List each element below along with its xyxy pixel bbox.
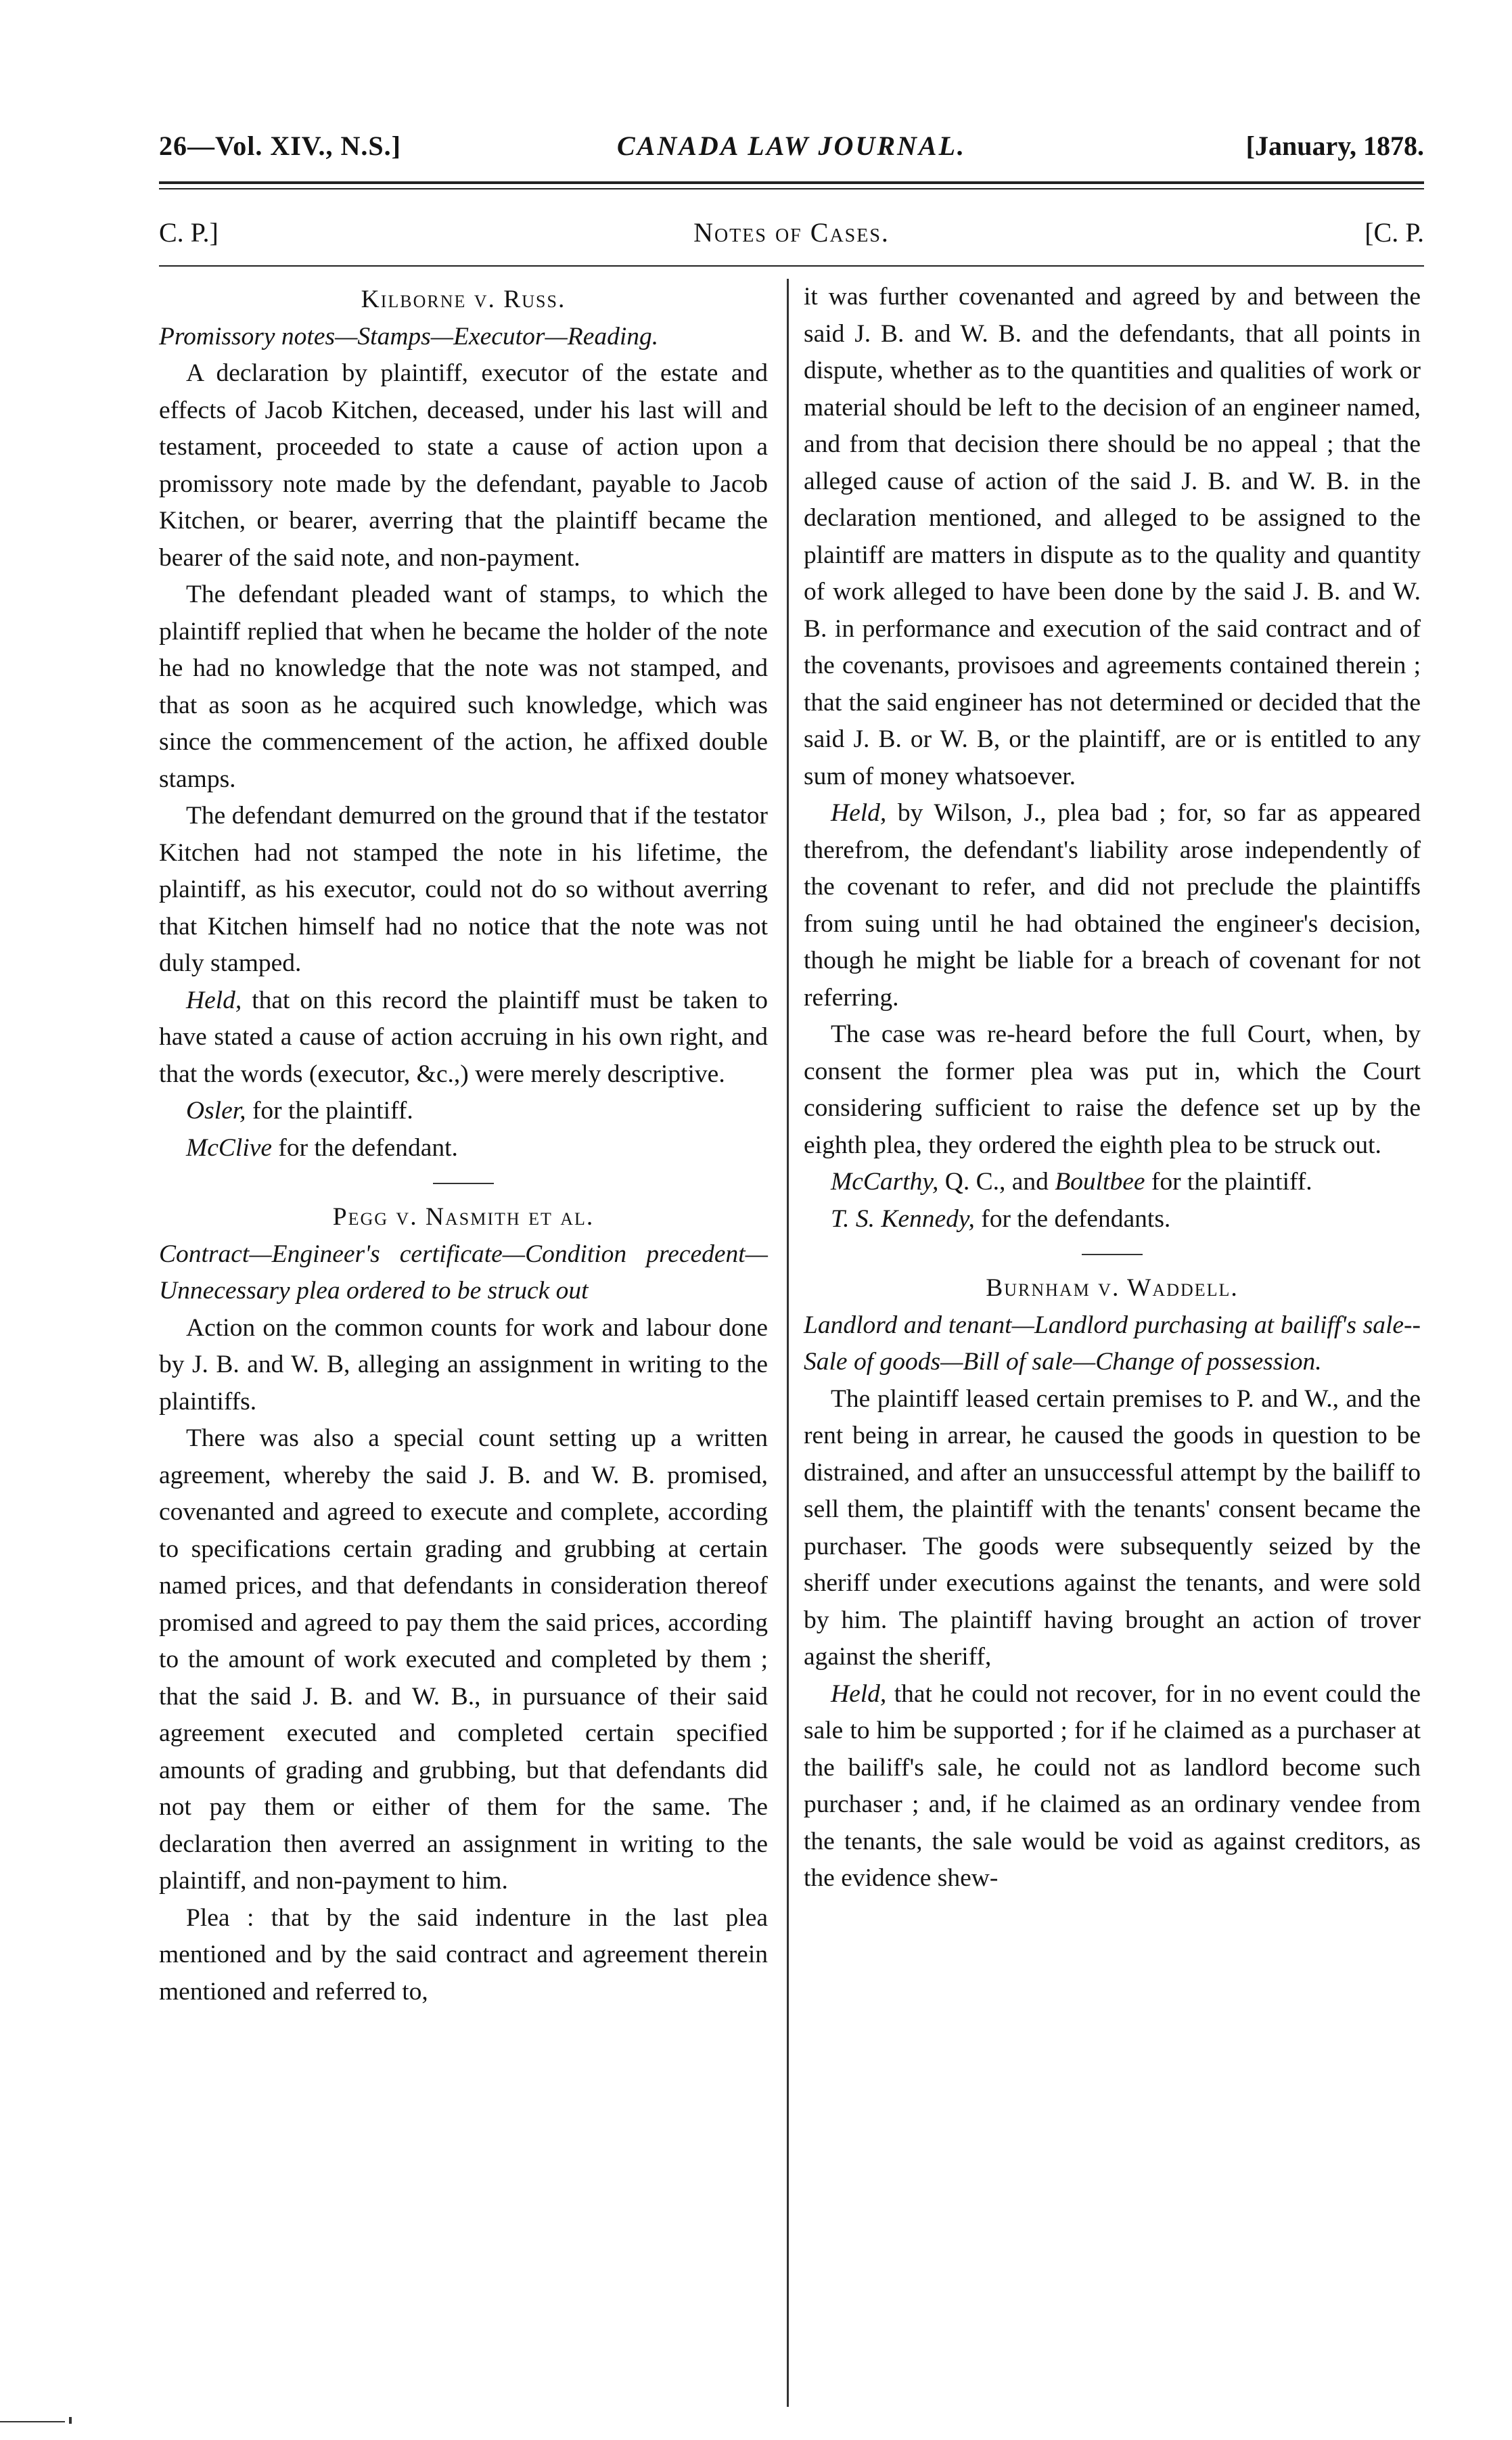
counsel-role: for the defendant.: [272, 1133, 458, 1162]
held-paragraph: [804, 1676, 1421, 1897]
counsel-line: [804, 1201, 1421, 1238]
header-journal-title: CANADA LAW JOURNAL.: [616, 131, 967, 161]
counsel-role: for the defendants.: [974, 1204, 1171, 1233]
paragraph: The defendant demurred on the ground that if the testator Kitchen had not stamped the note in his lifetime, the plaintiff, as his executor, could not do so without averring that Kitchen himself had no notice that the note was not duly stamped.: [159, 802, 768, 977]
counsel-name: McCarthy,: [831, 1168, 939, 1196]
footer-mark: [69, 2417, 72, 2424]
left-column: [159, 279, 768, 2010]
running-header: [159, 130, 1424, 168]
case-title-burnham: Burnham v. Waddell.: [986, 1274, 1239, 1302]
headnote-pegg: Contract—Engineer's certificate—Condition precedent— Unnecessary plea ordered to be struck out: [159, 1240, 768, 1305]
case-title-pegg: Pegg v. Nasmith et al.: [332, 1203, 595, 1231]
header-rule-thin: [159, 188, 1424, 189]
paragraph: There was also a special count setting up a written agreement, whereby the said J. B. and W. B. promised, covenanted and agreed to execute and complete, according to specifications certain grading and grubbing at certain named prices, and that defendants in consideration thereof promised and agreed to pay them the said prices, according to the amount of work executed and completed by them ; that the said J. B. and W. B., in pursuance of their said agreement executed and completed certain specified amounts of grading and grubbing, but that defendants did not pay them or either of them for the same. The declaration then averred an assignment in writing to the plaintiff, and non-payment to him.: [159, 1424, 768, 1895]
header-rule-thick: [159, 181, 1424, 184]
paragraph: Plea : that by the said indenture in the last plea mentioned and by the said contract and agreement therein mentioned and referred to,: [159, 1903, 768, 2006]
paragraph: A declaration by plaintiff, executor of the estate and effects of Jacob Kitchen, deceased, under his last will and testament, proceeded to state a cause of action upon a promissory note made by the defendant, payable to Jacob Kitchen, or bearer, averring that the plaintiff became the bearer of the said note, and non-payment.: [159, 359, 768, 572]
held-label: Held,: [186, 986, 242, 1014]
court-right: [C. P.: [1365, 217, 1424, 248]
counsel-name: Boultbee: [1055, 1168, 1145, 1196]
held-label: Held,: [831, 1679, 887, 1708]
held-paragraph: [804, 795, 1421, 1016]
court-left: C. P.]: [159, 217, 219, 248]
counsel-line: [159, 1130, 768, 1167]
paragraph: The case was re-heard before the full Court, when, by consent the former plea was put in, which the Court considering sufficient to raise the defence set up by the eighth plea, they ordered the eighth plea to be struck out.: [804, 1020, 1421, 1159]
column-divider: [787, 279, 789, 2407]
held-text: that he could not recover, for in no event could the sale to him be supported ; for if he claimed as a purchaser at the bailiff's sale, he could not as landlord become such purchaser ; and, if he claimed as an ordinary vendee from the tenants, the sale would be void as against creditors, as the evidence shew-: [804, 1679, 1421, 1892]
case-separator: [1082, 1254, 1143, 1255]
held-text: by Wilson, J., plea bad ; for, so far as appeared therefrom, the defendant's liability arose independently of the covenant to refer, and did not preclude the plaintiffs from suing until he had obtained the engineer's decision, though he might be liable for a breach of covenant for not referring.: [804, 799, 1421, 1012]
counsel-line: [159, 1093, 768, 1130]
case-title-kilborne: Kilborne v. Russ.: [361, 286, 566, 313]
counsel-name: Osler,: [186, 1097, 246, 1125]
section-rule: [159, 265, 1424, 267]
header-date: [January, 1878.: [1245, 131, 1424, 161]
section-title: Notes of Cases.: [693, 217, 890, 248]
counsel-line: [804, 1164, 1421, 1201]
header-volume: 26—Vol. XIV., N.S.]: [159, 131, 401, 161]
headnote-kilborne: Promissory notes—Stamps—Executor—Reading.: [159, 322, 659, 351]
paragraph: The plaintiff leased certain premises to P. and W., and the rent being in arrear, he caused the goods in question to be distrained, and after an unsuccessful attempt by the bailiff to sell them, the plaintiff with the tenants' consent became the purchaser. The goods were subsequently seized by the sheriff under executions against the tenants, and were sold by him. The plaintiff having brought an action of trover against the sheriff,: [804, 1384, 1421, 1671]
held-text: that on this record the plaintiff must be taken to have stated a cause of action accruing in his own right, and that the words (executor, &c.,) were merely descriptive.: [159, 986, 768, 1088]
paragraph: Action on the common counts for work and labour done by J. B. and W. B, alleging an assignment in writing to the plaintiffs.: [159, 1313, 768, 1416]
counsel-role: for the plaintiff.: [246, 1097, 413, 1125]
right-column: [804, 279, 1421, 1897]
paragraph-continuation: it was further covenanted and agreed by and between the said J. B. and W. B. and the defendants, that all points in dispute, whether as to the quantities and qualities of work or material should be left to the decision of an engineer named, and from that decision there should be no appeal ; that the alleged cause of action of the said J. B. and W. B. in the declaration mentioned, and alleged to be assigned to the plaintiff are matters in dispute as to the quality and quantity of work alleged to have been done by the said J. B. and W. B. in performance and execution of the said contract and of the covenants, provisoes and agreements contained therein ; that the said engineer has not determined or decided that the said J. B. or W. B, or the plaintiff, are or is entitled to any sum of money whatsoever.: [804, 283, 1421, 790]
counsel-name: T. S. Kennedy,: [831, 1204, 975, 1233]
footer-rule: [0, 2421, 65, 2422]
held-paragraph: [159, 982, 768, 1093]
section-header: [159, 217, 1424, 254]
counsel-name: McClive: [186, 1133, 273, 1162]
case-separator: [433, 1183, 494, 1184]
paragraph: The defendant pleaded want of stamps, to which the plaintiff replied that when he became the holder of the note he had no knowledge that the note was not stamped, and that as soon as he acquired such knowledge, which was since the commencement of the action, he affixed double stamps.: [159, 581, 768, 793]
counsel-role: for the plaintiff.: [1145, 1168, 1312, 1196]
counsel-text: Q. C., and: [938, 1168, 1055, 1196]
headnote-burnham: Landlord and tenant—Landlord purchasing at bailiff's sale--Sale of goods—Bill of sale—Change of possession.: [804, 1311, 1421, 1376]
held-label: Held,: [831, 799, 887, 827]
